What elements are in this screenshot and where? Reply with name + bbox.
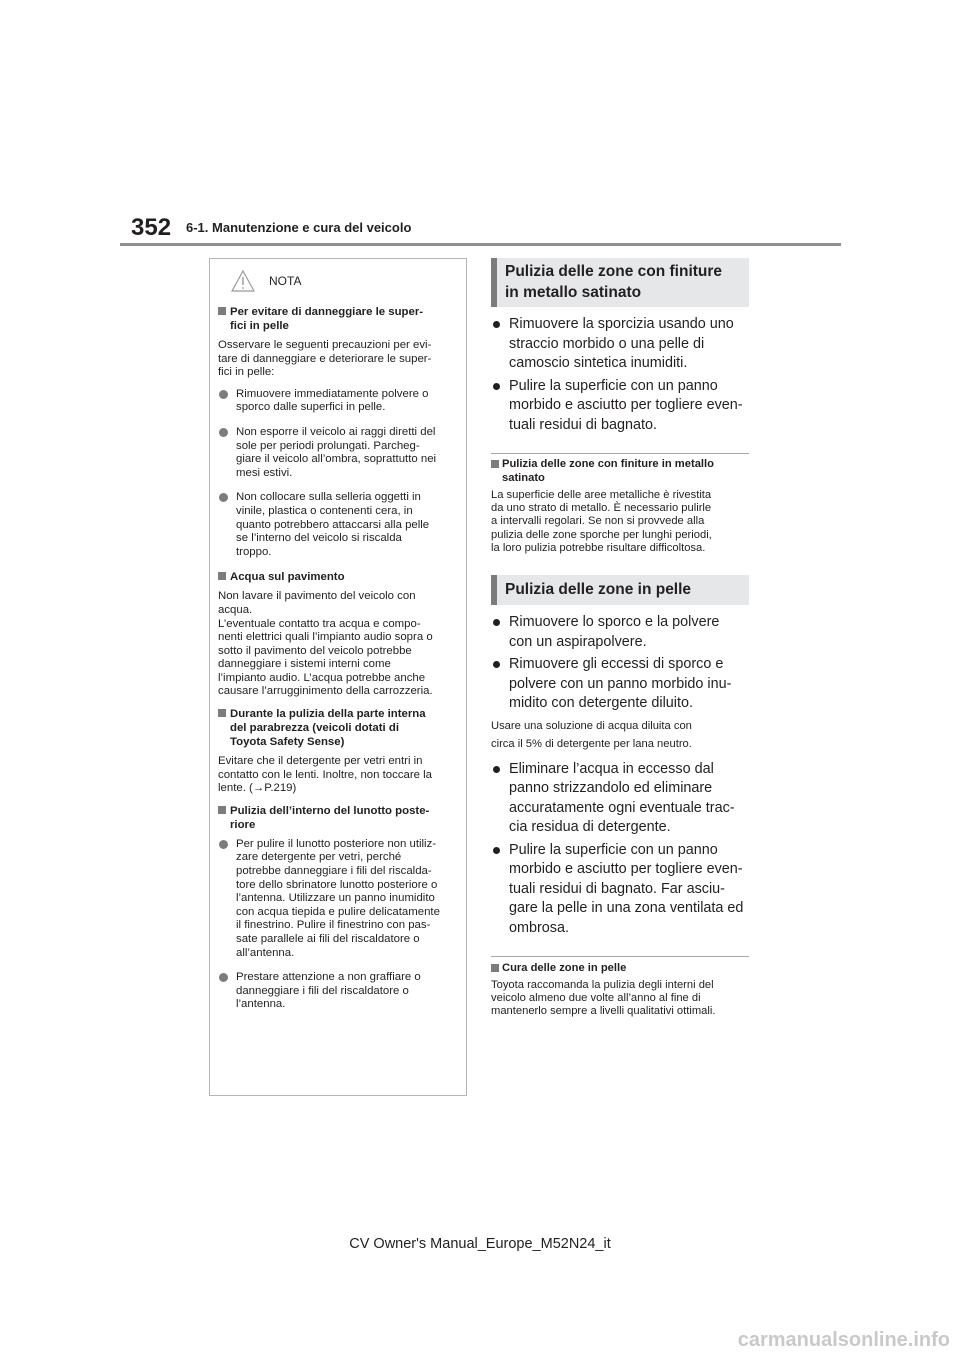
bullet-item: Rimuovere gli eccessi di sporco e polvere con un panno morbido inu- midito con detergente diluito. — [491, 655, 749, 714]
nota-bullet-item: Per pulire il lunotto posteriore non utiliz- zare detergente per vetri, perché potrebbe danneggiare i fili del riscalda- tore dello sbrinatore lunotto posteriore o l’antenna. Utilizzare un panno inumidito con acqua tiepida e pulire delicatamente il finestrino. Pulire il finestrino con pas- sate parallele ai fili del riscaldatore o all’antenna. — [218, 838, 459, 960]
nota-paragraph: Non lavare il pavimento del veicolo con acqua. L’eventuale contatto tra acqua e compo- nenti elettrici quali l’impianto audio sopra o sotto il pavimento del veicolo potrebbe danneggiare i sistemi interni come l’impianto audio. L’acqua potrebbe anche causare l’arrugginimento della carrozzeria. — [218, 590, 433, 698]
page-number: 352 — [131, 214, 172, 241]
watermark: carmanualsonline.info — [737, 1329, 950, 1351]
round-bullet-icon — [219, 973, 228, 982]
subsection-rule — [491, 453, 749, 454]
nota-bullet-item: Non collocare sulla selleria oggetti in vinile, plastica o contenenti cera, in quanto potrebbero attaccarsi alla pelle se l’interno del veicolo si riscalda troppo. — [218, 491, 459, 559]
square-bullet-icon — [491, 964, 499, 972]
nota-bullet-item: Non esporre il veicolo ai raggi diretti del sole per periodi prolungati. Parcheg- giare il veicolo all’ombra, soprattutto nei mesi estivi. — [218, 426, 459, 480]
bullet-item: Eliminare l’acqua in eccesso dal panno strizzandolo ed eliminare accuratamente ogni eventuale trac- cia residua di detergente. — [491, 760, 749, 838]
section-header: 6-1. Manutenzione e cura del veicolo — [186, 220, 412, 235]
square-bullet-icon — [218, 709, 226, 717]
nota-bullet-item: Prestare attenzione a non graffiare o danneggiare i fili del riscaldatore o l’antenna. — [218, 971, 459, 1012]
bullet-list — [491, 613, 749, 714]
subsection-heading: Pulizia delle zone con finiture in metallo satinato — [491, 458, 749, 485]
round-bullet-icon — [219, 390, 228, 399]
square-bullet-icon — [491, 460, 499, 468]
bullet-dot-icon — [493, 766, 500, 773]
section-band-leather: Pulizia delle zone in pelle — [491, 575, 749, 605]
note-paragraph: Usare una soluzione di acqua diluita con circa il 5% di detergente per lana neutro. — [491, 719, 692, 751]
bullet-item: Pulire la superficie con un panno morbido e asciutto per togliere even- tuali residui di bagnato. — [491, 377, 749, 436]
right-column — [491, 258, 749, 1018]
bullet-dot-icon — [493, 321, 500, 328]
nota-section-heading: Durante la pulizia della parte interna del parabrezza (veicoli dotati di Toyota Safety Sense) — [218, 707, 459, 749]
nota-heading — [218, 269, 459, 299]
square-bullet-icon — [218, 307, 226, 315]
subsection-heading: Cura delle zone in pelle — [491, 962, 749, 976]
bullet-dot-icon — [493, 661, 500, 668]
nota-paragraph: Evitare che il detergente per vetri entri in contatto con le lenti. Inoltre, non toccare la lente. (→P.219) — [218, 755, 433, 795]
footer-manual-id: CV Owner's Manual_Europe_M52N24_it — [349, 1236, 611, 1252]
warning-triangle-icon — [231, 270, 255, 292]
round-bullet-icon — [219, 493, 228, 502]
subsection-paragraph: La superficie delle aree metalliche è rivestita da uno strato di metallo. È necessario pulirle a intervalli regolari. Se non si provvede alla pulizia delle zone sporche per lunghi periodi, la loro pulizia potrebbe risultare difficoltosa. — [491, 489, 712, 554]
nota-bullet-item: Rimuovere immediatamente polvere o sporco dalle superfici in pelle. — [218, 388, 459, 415]
bullet-item: Rimuovere la sporcizia usando uno straccio morbido o una pelle di camoscio sintetica inumiditi. — [491, 315, 749, 374]
subsection-rule — [491, 956, 749, 957]
bullet-dot-icon — [493, 383, 500, 390]
bullet-item: Pulire la superficie con un panno morbido e asciutto per togliere even- tuali residui di bagnato. Far asciu- gare la pelle in una zona ventilata ed ombrosa. — [491, 841, 749, 939]
square-bullet-icon — [218, 572, 226, 580]
square-bullet-icon — [218, 806, 226, 814]
nota-section-heading: Acqua sul pavimento — [218, 570, 459, 584]
nota-paragraph: Osservare le seguenti precauzioni per evi- tare di danneggiare e deteriorare le super- fici in pelle: — [218, 339, 432, 379]
bullet-item: Rimuovere lo sporco e la polvere con un aspirapolvere. — [491, 613, 749, 652]
nota-label: NOTA — [269, 274, 302, 288]
nota-section-heading: Pulizia dell’interno del lunotto poste- riore — [218, 804, 459, 832]
header-rule — [120, 243, 841, 246]
bullet-dot-icon — [493, 847, 500, 854]
round-bullet-icon — [219, 428, 228, 437]
bullet-dot-icon — [493, 619, 500, 626]
nota-box — [209, 258, 467, 1096]
nota-section-heading: Per evitare di danneggiare le super- fici in pelle — [218, 305, 459, 333]
round-bullet-icon — [219, 840, 228, 849]
bullet-list — [491, 315, 749, 435]
subsection-paragraph: Toyota raccomanda la pulizia degli interni del veicolo almeno due volte all’anno al fine di mantenerlo sempre a livelli qualitativi ottimali. — [491, 978, 716, 1017]
section-band-satin-metal: Pulizia delle zone con finiture in metallo satinato — [491, 258, 749, 307]
bullet-list — [491, 760, 749, 939]
